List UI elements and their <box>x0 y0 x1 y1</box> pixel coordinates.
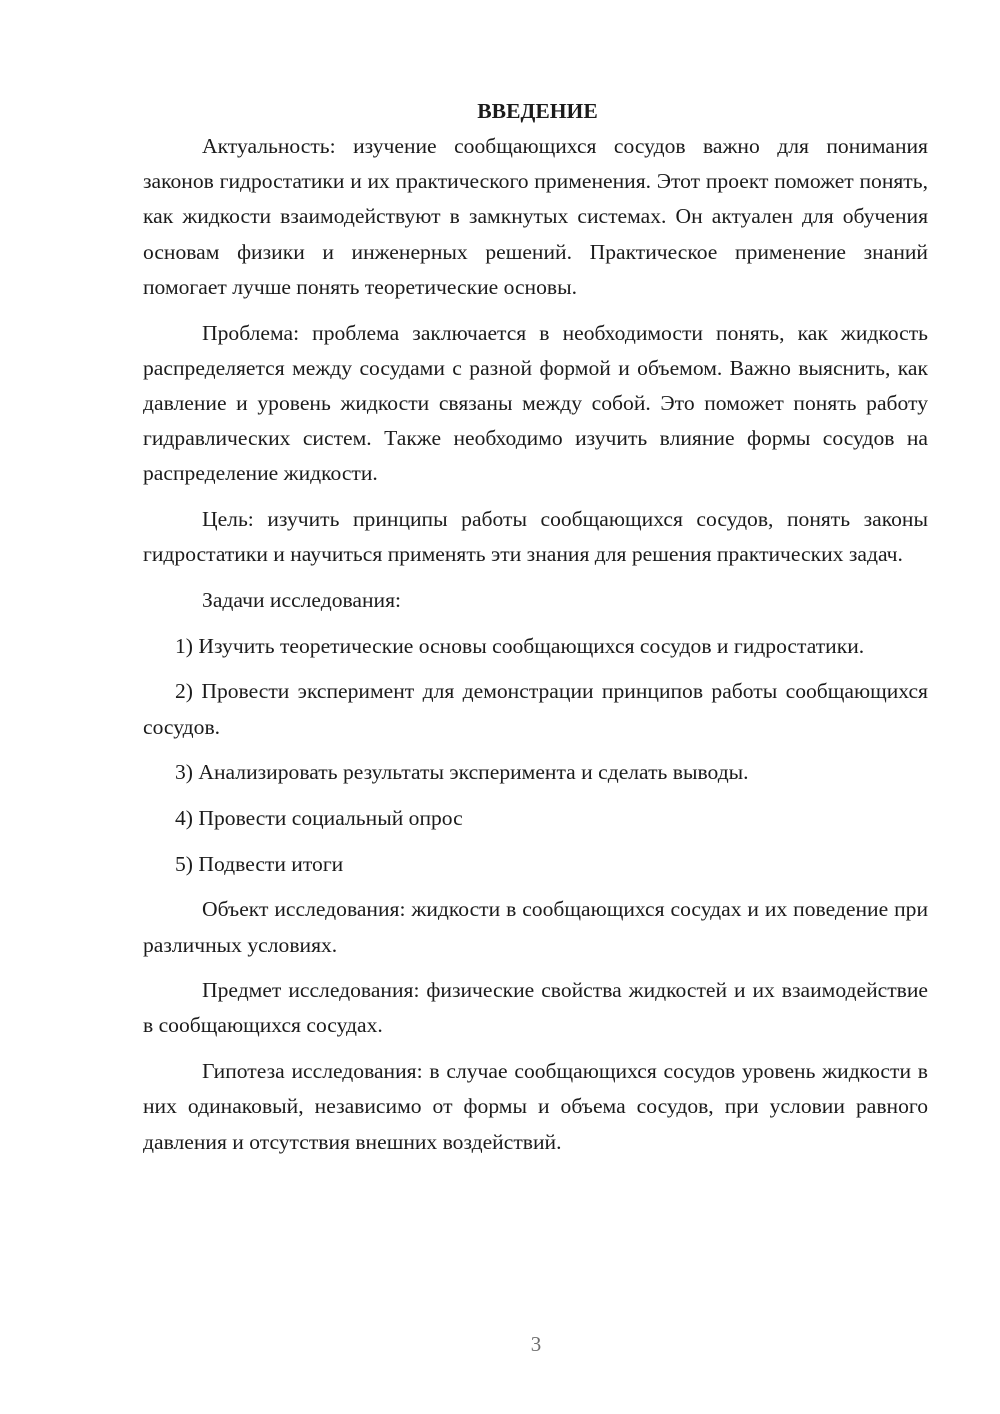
tasks-heading: Задачи исследования: <box>202 587 402 612</box>
task-item-3: 3) Анализировать результаты эксперимента и сделать выводы. <box>175 760 749 785</box>
task-item-5: 5) Подвести итоги <box>175 851 344 876</box>
task-item-4: 4) Провести социальный опрос <box>175 805 463 830</box>
subject-paragraph: Предмет исследования: физические свойства жидкостей и их взаимодействие в сообщающихся сосудах. <box>143 978 928 1038</box>
page-content <box>143 94 928 1170</box>
hypothesis-paragraph: Гипотеза исследования: в случае сообщающихся сосудов уровень жидкости в них одинаковый, независимо от формы и объема сосудов, при условии равного давления и отсутствия внешних воздействий. <box>143 1059 928 1154</box>
relevance-paragraph: Актуальность: изучение сообщающихся сосудов важно для понимания законов гидростатики и их практического применения. Этот проект поможет понять, как жидкости взаимодействуют в замкнутых системах. Он актуален для обучения основам физики и инженерных решений. Практическое применение знаний помогает лучше понять теоретические основы. <box>143 134 928 299</box>
object-paragraph: Объект исследования: жидкости в сообщающихся сосудах и их поведение при различных условиях. <box>143 897 928 957</box>
section-title: ВВЕДЕНИЕ <box>477 99 598 123</box>
task-item-1: 1) Изучить теоретические основы сообщающихся сосудов и гидростатики. <box>175 633 865 658</box>
goal-paragraph: Цель: изучить принципы работы сообщающихся сосудов, понять законы гидростатики и научиться применять эти знания для решения практических задач. <box>143 507 928 567</box>
task-item-2: 2) Провести эксперимент для демонстрации принципов работы сообщающихся сосудов. <box>143 679 928 739</box>
page-number: 3 <box>530 1332 542 1356</box>
problem-paragraph: Проблема: проблема заключается в необходимости понять, как жидкость распределяется между сосудами с разной формой и объемом. Важно выяснить, как давление и уровень жидкости связаны между собой. Это поможет понять работу гидравлических систем. Также необходимо изучить влияние формы сосудов на распределение жидкости. <box>143 320 928 486</box>
